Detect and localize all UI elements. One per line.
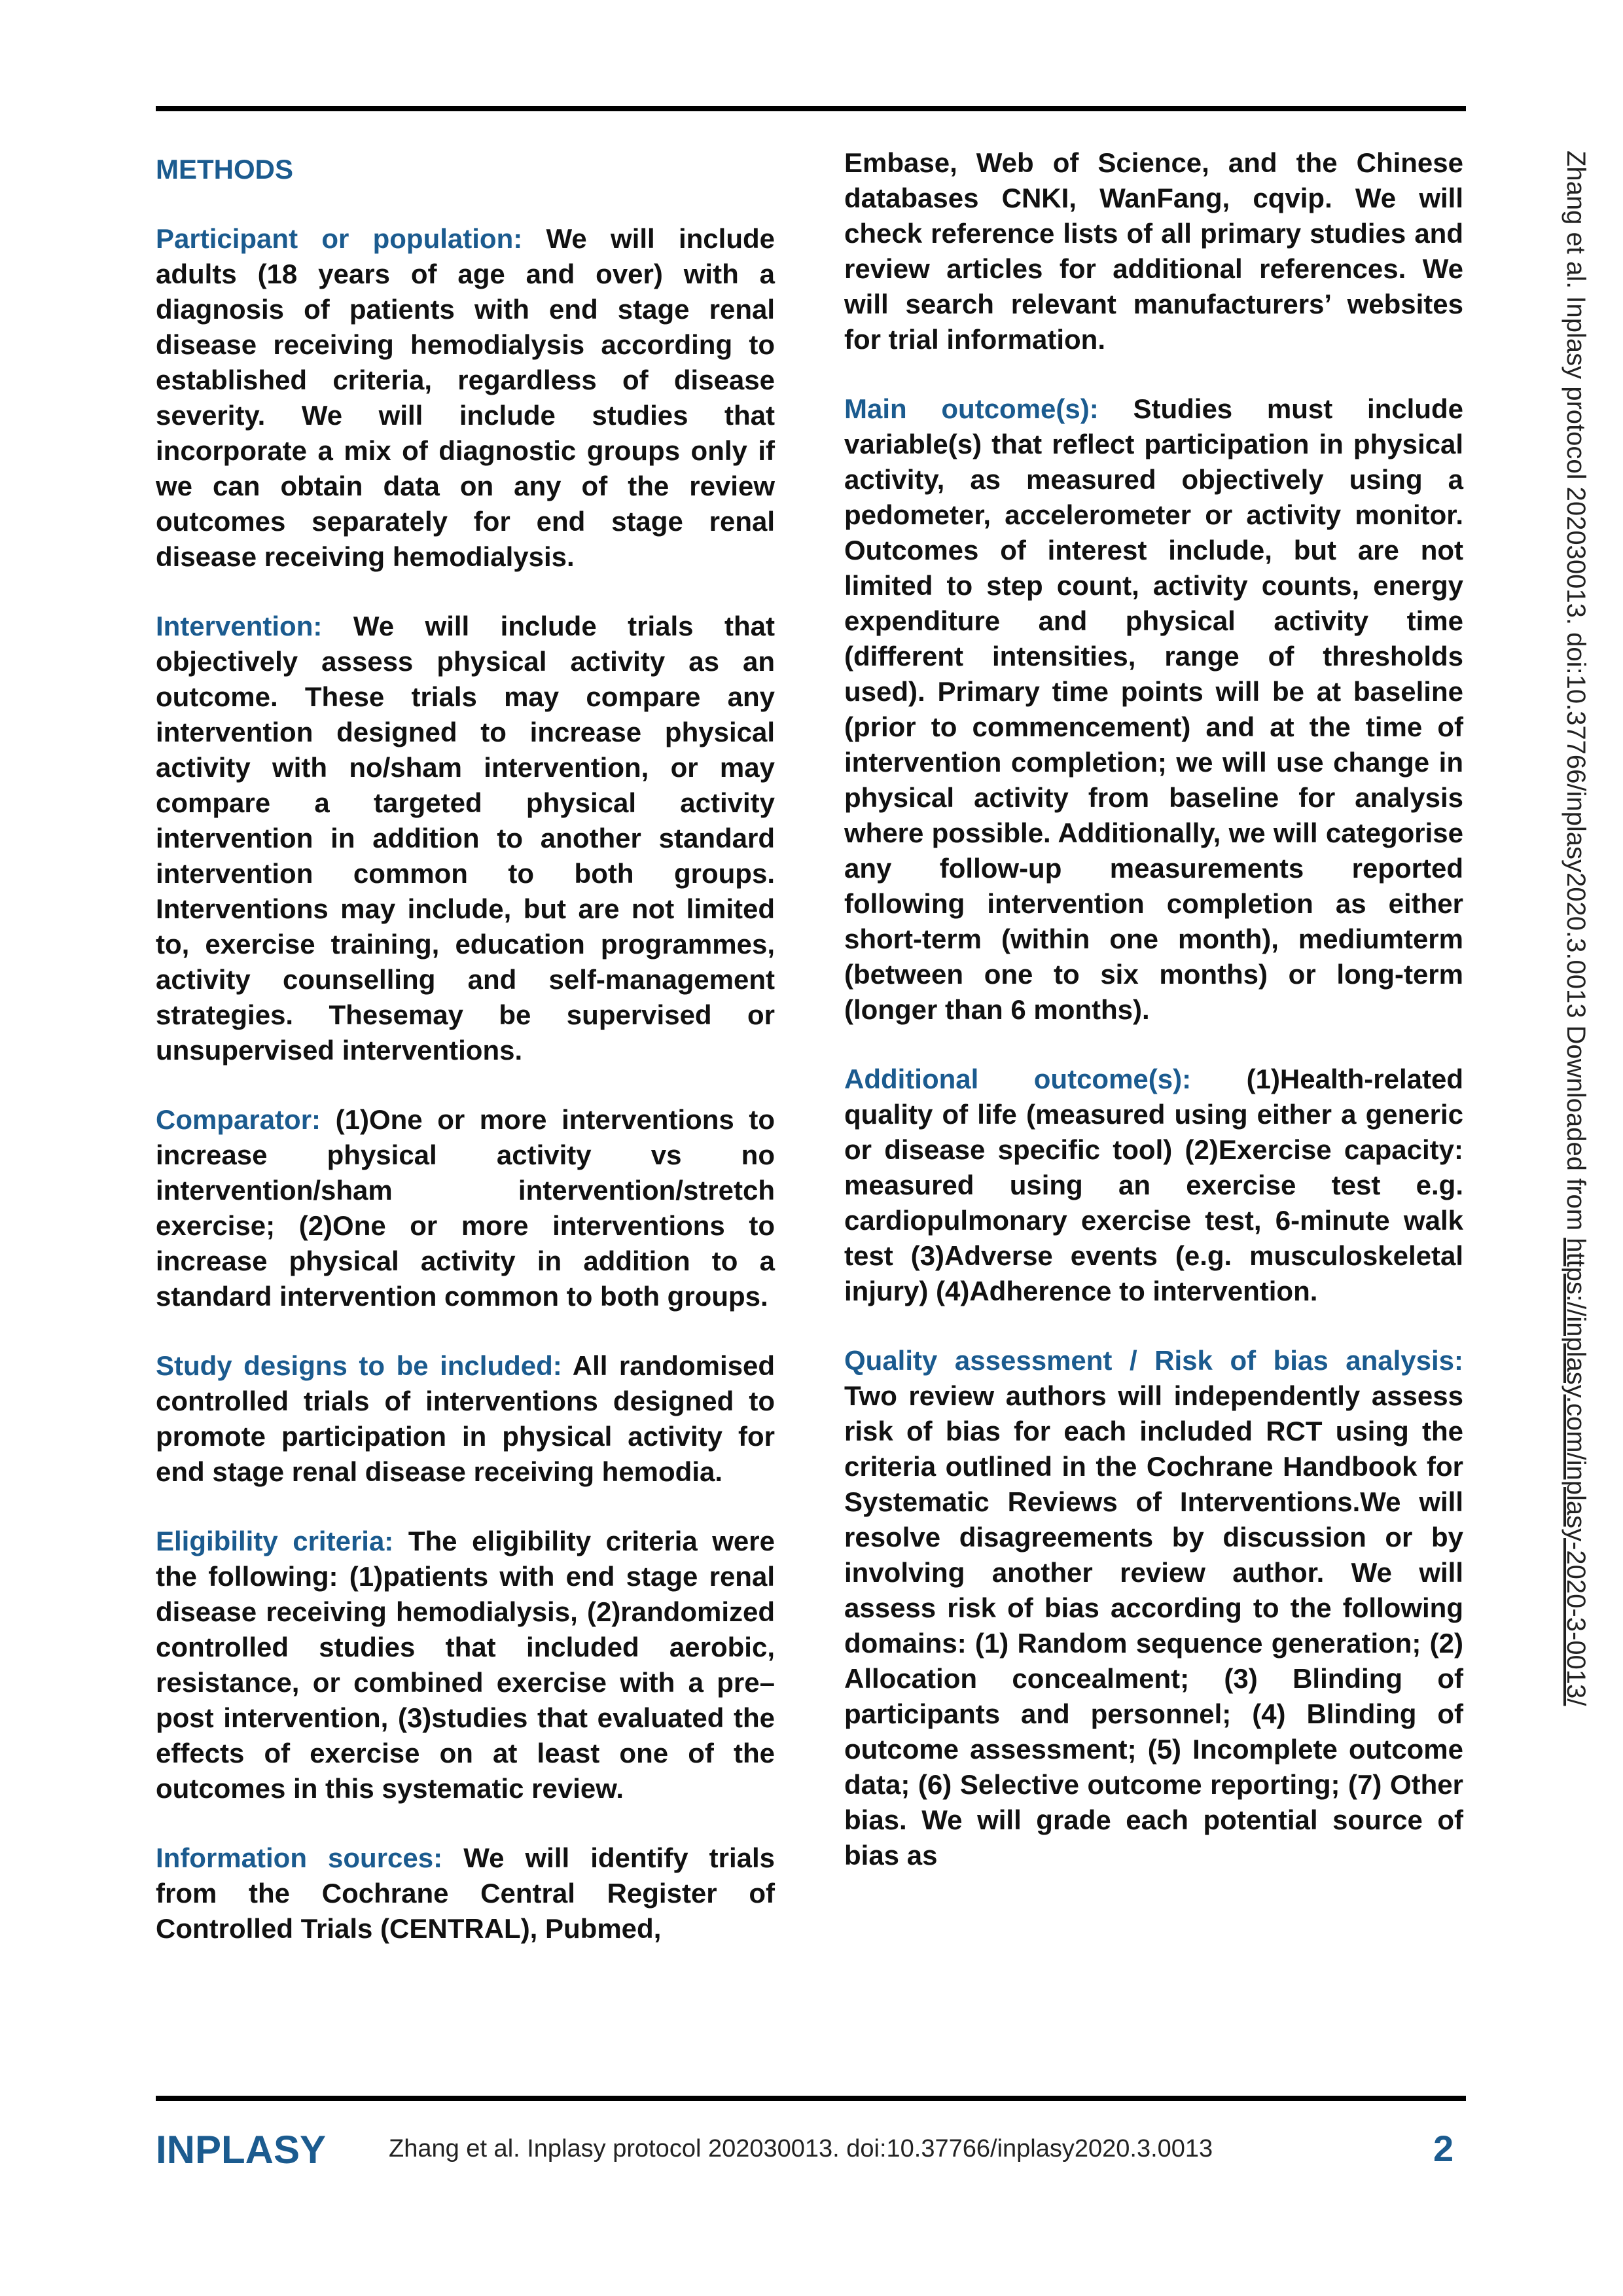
section-body: (1)Health-related quality of life (measured using either a generic or disease specific tool) (2)Exercise capacity: measured using an exercise test e.g. cardiopulmonary exercise test, 6-minute walk test (3)Adverse events (e.g. musculoskeletal injury) (4)Adherence to intervention.: [844, 1064, 1463, 1306]
section-body: Two review authors will independently assess risk of bias for each included RCT using the criteria outlined in the Cochrane Handbook for Systematic Reviews of Interventions.We will resolve disagreements by discussion or by involving another review author. We will assess risk of bias according to the following domains: (1) Random sequence generation; (2) Allocation concealment; (3) Blinding of participants and personnel; (4) Blinding of outcome assessment; (5) Incomplete outcome data; (6) Selective outcome reporting; (7) Other bias. We will grade each potential source of bias as: [844, 1380, 1463, 1871]
additional-outcomes-section: [844, 1062, 1463, 1309]
section-heading: Study designs to be included:: [156, 1350, 562, 1381]
section-heading: Eligibility criteria:: [156, 1526, 394, 1556]
side-download-note: [1561, 151, 1590, 1706]
methods-heading: METHODS: [156, 154, 293, 185]
section-body: (1)One or more interventions to increase physical activity vs no intervention/sham intervention/stretch exercise; (2)One or more interventions to increase physical activity in addition to a standard intervention common to both groups.: [156, 1104, 776, 1312]
page-number: 2: [1433, 2128, 1454, 2169]
bottom-rule: [156, 2096, 1466, 2101]
section-heading: Main outcome(s):: [844, 393, 1099, 424]
study-designs-section: [156, 1348, 775, 1490]
section-body: The eligibility criteria were the following: (1)patients with end stage renal disease receiving hemodialysis, (2)randomized controlled studies that included aerobic, resistance, or combined exercise with a pre–post intervention, (3)studies that evaluated the effects of exercise on at least one of the outcomes in this systematic review.: [156, 1526, 775, 1804]
intervention-section: [156, 609, 775, 1068]
section-body: Embase, Web of Science, and the Chinese databases CNKI, WanFang, cqvip. We will check reference lists of all primary studies and review articles for additional references. We will search relevant manufacturers’ websites for trial information.: [844, 147, 1463, 355]
information-sources-section: [156, 1840, 775, 1946]
quality-assessment-section: [844, 1343, 1463, 1873]
information-sources-continued: [844, 145, 1463, 357]
section-heading: Quality assessment / Risk of bias analysis:: [844, 1345, 1463, 1376]
left-column: [156, 145, 775, 1981]
section-heading: Additional outcome(s):: [844, 1064, 1192, 1094]
eligibility-section: [156, 1524, 775, 1806]
top-rule: [156, 106, 1466, 111]
side-note-link[interactable]: https://inplasy.com/inplasy-2020-3-0013/: [1561, 1238, 1590, 1706]
right-column: [844, 145, 1463, 1907]
side-note-text: Zhang et al. Inplasy protocol 202030013. doi:10.37766/inplasy2020.3.0013 Downloaded from: [1561, 151, 1590, 1238]
section-body: We will include trials that objectively assess physical activity as an outcome. These trials may compare any intervention designed to increase physical activity with no/sham intervention, or may compare a targeted physical activity intervention in addition to another standard intervention common to both groups. Interventions may include, but are not limited to, exercise training, education programmes, activity counselling and self-management strategies. Thesemay be supervised or unsupervised interventions.: [156, 611, 775, 1066]
footer-brand: INPLASY: [156, 2128, 327, 2172]
section-heading: Information sources:: [156, 1842, 443, 1873]
section-body: We will include adults (18 years of age and over) with a diagnosis of patients with end stage renal disease receiving hemodialysis according to established criteria, regardless of disease severity. We will include studies that incorporate a mix of diagnostic groups only if we can obtain data on any of the review outcomes separately for end stage renal disease receiving hemodialysis.: [156, 223, 775, 572]
section-heading: Comparator:: [156, 1104, 321, 1135]
section-heading: Intervention:: [156, 611, 323, 641]
footer-citation: Zhang et al. Inplasy protocol 202030013. doi:10.37766/inplasy2020.3.0013: [389, 2135, 1213, 2162]
comparator-section: [156, 1102, 775, 1314]
section-body: Studies must include variable(s) that reflect participation in physical activity, as measured objectively using a pedometer, accelerometer or activity monitor. Outcomes of interest include, but are not limited to step count, activity counts, energy expenditure and physical activity time (different intensities, range of thresholds used). Primary time points will be at baseline (prior to commencement) and at the time of intervention completion; we will use change in physical activity from baseline for analysis where possible. Additionally, we will categorise any follow-up measurements reported following intervention completion as either short-term (within one month), mediumterm (between one to six months) or long-term (longer than 6 months).: [844, 393, 1463, 1025]
section-body: All randomised controlled trials of interventions designed to promote participation in physical activity for end stage renal disease receiving hemodia.: [156, 1350, 775, 1487]
section-heading: Participant or population:: [156, 223, 523, 254]
main-outcomes-section: [844, 391, 1463, 1028]
section-body: We will identify trials from the Cochrane Central Register of Controlled Trials (CENTRAL), Pubmed,: [156, 1842, 775, 1944]
participant-section: [156, 221, 775, 575]
